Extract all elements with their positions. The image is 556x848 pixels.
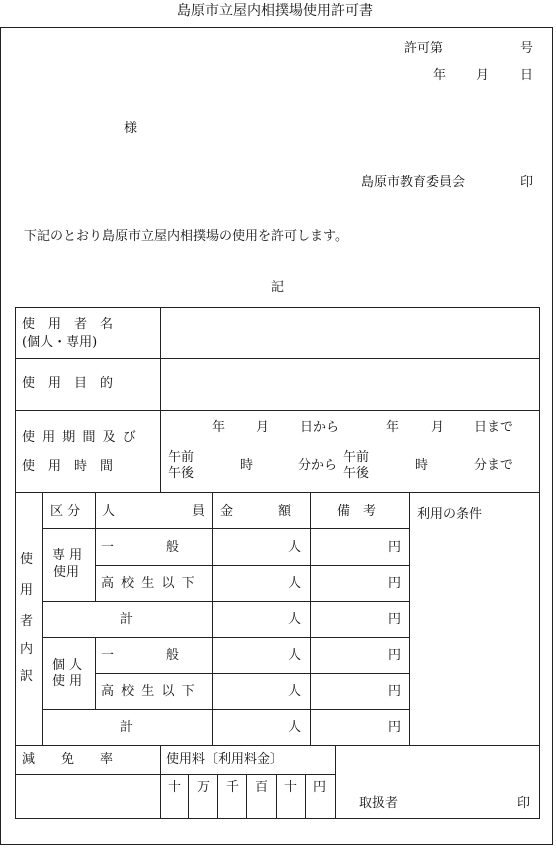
- handler-label: 取扱者: [359, 796, 399, 811]
- breakdown-char-4: 内: [20, 642, 34, 657]
- individual-general-yen: 円: [388, 648, 402, 663]
- to-year: 年: [386, 420, 400, 435]
- breakdown-char-3: 者: [20, 614, 34, 629]
- exclusive-student: 高校生以下: [101, 576, 202, 591]
- exclusive-student-people: 人: [288, 576, 302, 591]
- digit-ten-man: 十: [168, 780, 182, 795]
- exclusive-total-yen: 円: [388, 612, 402, 627]
- to-pm: 午後: [343, 466, 370, 481]
- individual-use-label-1: 個 人: [52, 658, 83, 673]
- exclusive-general-people: 人: [288, 540, 302, 555]
- people-header-unit: 員: [192, 504, 206, 519]
- permit-number-suffix: 号: [520, 41, 534, 56]
- reduction-rate-label: 減 免 率: [22, 752, 114, 767]
- individual-general: 一 般: [101, 648, 180, 663]
- individual-student: 高校生以下: [101, 684, 202, 699]
- people-header: 人: [102, 504, 116, 519]
- digit-man: 万: [197, 780, 211, 795]
- date-day: 日: [520, 68, 534, 83]
- to-month: 月: [431, 420, 445, 435]
- amount-header: 金: [220, 504, 234, 519]
- from-year: 年: [212, 420, 226, 435]
- period-label: 使用期間及び: [22, 430, 143, 445]
- user-type-label: (個人・専用): [22, 335, 98, 350]
- conditions-header: 利用の条件: [417, 507, 483, 522]
- fee-label: 使用料〔利用料金〕: [166, 752, 284, 767]
- from-pm: 午後: [168, 466, 195, 481]
- breakdown-char-2: 用: [20, 583, 34, 598]
- purpose-label: 使 用 目 的: [22, 376, 114, 391]
- category-header: 区 分: [50, 504, 81, 519]
- exclusive-total-people: 人: [288, 612, 302, 627]
- individual-student-people: 人: [288, 684, 302, 699]
- exclusive-student-yen: 円: [388, 576, 402, 591]
- date-month: 月: [476, 68, 490, 83]
- amount-header-2: 額: [278, 504, 292, 519]
- date-year: 年: [433, 68, 447, 83]
- individual-total-yen: 円: [388, 720, 402, 735]
- recipient-honorific: 様: [124, 121, 138, 136]
- to-hour: 時: [415, 458, 429, 473]
- time-label: 使 用 時 間: [22, 459, 114, 474]
- exclusive-general-yen: 円: [388, 540, 402, 555]
- exclusive-use-label-2: 使用: [53, 565, 80, 580]
- exclusive-use-label-1: 専 用: [52, 548, 83, 563]
- from-hour: 時: [240, 458, 254, 473]
- digit-sen: 千: [226, 780, 240, 795]
- individual-total-people: 人: [288, 720, 302, 735]
- from-month: 月: [256, 420, 270, 435]
- issuer-seal: 印: [520, 175, 534, 190]
- from-minute: 分から: [298, 458, 338, 473]
- to-minute: 分まで: [474, 458, 514, 473]
- from-am: 午前: [168, 450, 195, 465]
- ki-heading: 記: [271, 280, 285, 295]
- digit-hyaku: 百: [255, 780, 269, 795]
- exclusive-total: 計: [120, 612, 134, 627]
- exclusive-general: 一 般: [101, 540, 180, 555]
- individual-use-label-2: 使 用: [52, 674, 83, 689]
- individual-student-yen: 円: [388, 684, 402, 699]
- individual-total: 計: [120, 720, 134, 735]
- breakdown-char-1: 使: [20, 552, 34, 567]
- permission-statement: 下記のとおり島原市立屋内相撲場の使用を許可します。: [24, 229, 348, 244]
- remarks-header: 備 考: [337, 504, 377, 519]
- issuer-name: 島原市教育委員会: [361, 175, 466, 190]
- document-title: 島原市立屋内相撲場使用許可書: [177, 3, 373, 19]
- to-day: 日まで: [474, 420, 514, 435]
- permit-number-label: 許可第: [404, 41, 444, 56]
- digit-juu: 十: [284, 780, 298, 795]
- handler-seal: 印: [517, 796, 531, 811]
- user-name-label: 使 用 者 名: [22, 317, 114, 332]
- individual-general-people: 人: [288, 648, 302, 663]
- digit-yen: 円: [313, 780, 327, 795]
- from-day: 日から: [300, 420, 340, 435]
- breakdown-char-5: 訳: [20, 669, 34, 684]
- to-am: 午前: [343, 450, 370, 465]
